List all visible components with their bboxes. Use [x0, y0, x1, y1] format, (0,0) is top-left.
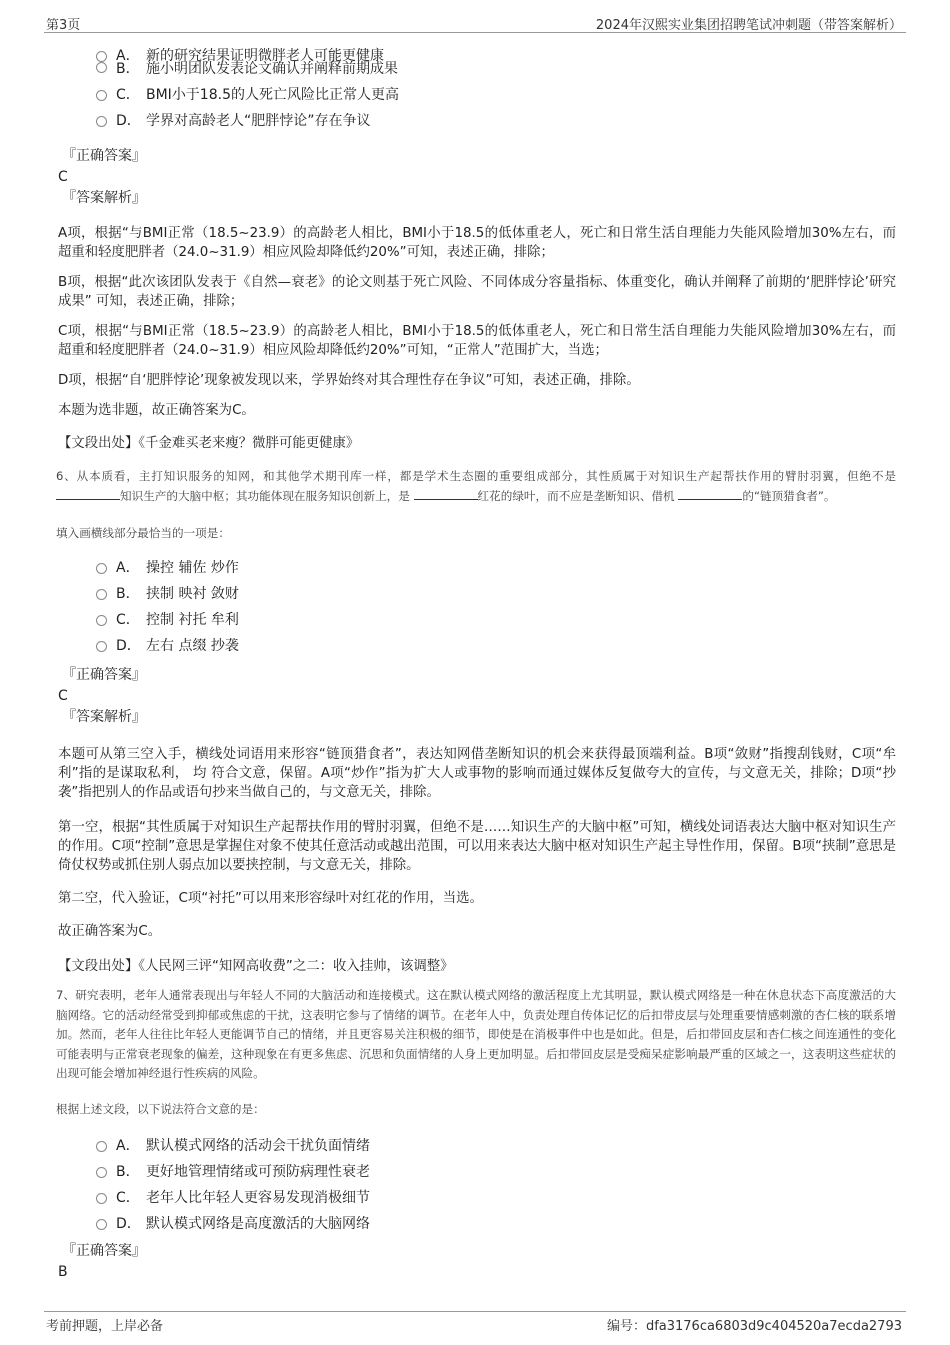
q6-option-b[interactable]: [96, 581, 896, 607]
q5-option-d[interactable]: [96, 108, 896, 134]
radio-icon[interactable]: [96, 563, 107, 574]
q5-option-b[interactable]: [96, 56, 896, 82]
option-letter: D．: [116, 1215, 141, 1232]
q6-source: 【文段出处】《人民网三评“知网高收费”之二：收入挂帅，该调整》: [58, 959, 454, 974]
q5-analysis-c: C项，根据“与BMI正常（18.5~23.9）的高龄老人相比，BMI小于18.5的低体重老人，死亡和日常生活自理能力失能风险增加30%左右，而超重和轻度肥胖者（24.0~31.9）相应风险却降低约20%”可知，“正常人”范围扩大，当选；: [58, 324, 896, 358]
radio-icon[interactable]: [96, 615, 107, 626]
radio-icon[interactable]: [96, 1141, 107, 1152]
option-text: 默认模式网络是高度激活的大脑网络: [146, 1215, 370, 1232]
q7-option-c[interactable]: [96, 1185, 896, 1211]
footer-slogan: 考前押题，上岸必备: [46, 1319, 164, 1334]
page-header: [44, 12, 906, 33]
q6-analysis-2: 第一空，根据“其性质属于对知识生产起帮扶作用的臂肘羽翼，但绝不是……知识生产的大脑中枢”可知，横线处词语表达大脑中枢对知识生产的作用。C项“控制”意思是掌握住对象不使其任意活动或越出范围，可以用来表达大脑中枢对知识生产起主导性作用，保留。B项“挟制”意思是倚仗权势或抓住别人弱点加以要挟控制，与文意无关，排除。: [58, 820, 896, 873]
option-letter: C．: [116, 87, 140, 103]
option-text: 更好地管理情绪或可预防病理性衰老: [146, 1163, 370, 1180]
q5-answer: C: [58, 169, 68, 185]
option-letter: B．: [116, 1163, 140, 1180]
option-letter: A．: [116, 1137, 140, 1154]
radio-icon[interactable]: [96, 116, 107, 127]
blank-2: [414, 487, 478, 500]
option-letter: B．: [116, 586, 140, 602]
q6-stem-part4: 的“链顶猎食者”。: [742, 488, 836, 503]
q6-option-d[interactable]: [96, 633, 896, 659]
q6-stem-part2: 知识生产的大脑中枢；其功能体现在服务知识创新上，是: [120, 488, 410, 503]
option-text: 学界对高龄老人“肥胖悖论”存在争议: [146, 113, 371, 129]
page-number: 第3页: [46, 18, 81, 33]
option-text: 操控 辅佐 炒作: [146, 560, 239, 576]
option-text: BMI小于18.5的人死亡风险比正常人更高: [146, 87, 399, 103]
radio-icon[interactable]: [96, 641, 107, 652]
q6-analysis-1: 本题可从第三空入手，横线处词语用来形容“链顶猎食者”，表达知网借垄断知识的机会来获得最顶端利益。B项“敛财”指搜刮钱财，C项“牟利”指的是谋取私利， 均 符合文意，保留。A项“炒作”指为扩大人或事物的影响而通过媒体反复做夸大的宣传，与文意无关，排除；D项“抄袭”指把别人的作品或语句抄来当做自己的，与文意无关，排除。: [58, 747, 896, 800]
radio-icon[interactable]: [96, 1219, 107, 1230]
q7-prompt: 根据上述文段，以下说法符合文意的是：: [56, 1101, 265, 1116]
q5-answer-label: 『正确答案』: [62, 148, 146, 164]
radio-icon[interactable]: [96, 1167, 107, 1178]
q7-option-b[interactable]: [96, 1159, 896, 1185]
q5-options: [96, 40, 896, 134]
q7-stem: 7、研究表明，老年人通常表现出与年轻人不同的大脑活动和连接模式。这在默认模式网络的激活程度上尤其明显，默认模式网络是一种在休息状态下高度激活的大脑网络。它的活动经常受到抑郁或焦虑的干扰，这表明它参与了情绪的调节。在老年人中，负责处理自传体记忆的后扣带皮层与处理重要情感刺激的杏仁核的联系增加。然而，老年人往往比年轻人更能调节自己的情绪，并且更容易关注积极的细节，即使是在消极事件中也是如此。但是，后扣带回皮层和杏仁核之间连通性的变化可能表明与正常衰老现象的偏差，这种现象在有更多焦虑、沉思和负面情绪的人身上更加明显。后扣带回皮层是受痴呆症影响最严重的区域之一，这表明这些症状的出现可能会增加神经退行性疾病的风险。: [56, 988, 896, 1080]
blank-1: [56, 487, 120, 500]
q6-stem: [56, 467, 896, 506]
option-text: 挟制 映衬 敛财: [146, 586, 239, 602]
document-title: 2024年汉熙实业集团招聘笔试冲刺题（带答案解析）: [595, 18, 902, 33]
q7-answer-label: 『正确答案』: [62, 1242, 146, 1259]
q6-stem-part3: 红花的绿叶，而不应是垄断知识、借机: [477, 488, 675, 503]
option-letter: C．: [116, 612, 140, 628]
page-footer: [44, 1311, 906, 1336]
q5-source: 【文段出处】《千金难买老来瘦？微胖可能更健康》: [58, 436, 360, 451]
q6-answer: C: [58, 688, 68, 704]
q7-option-a[interactable]: [96, 1133, 896, 1159]
q7-option-d[interactable]: [96, 1211, 896, 1237]
q6-analysis-3: 第二空，代入验证，C项“衬托”可以用来形容绿叶对红花的作用，当选。: [58, 891, 483, 906]
q6-option-c[interactable]: [96, 607, 896, 633]
option-text: 新的研究结果证明微胖老人可能更健康: [146, 48, 384, 64]
option-text: 施小明团队发表论文确认并阐释前期成果: [146, 61, 398, 77]
q7-answer: B: [58, 1263, 68, 1280]
q6-stem-part1: 6、从本质看，主打知识服务的知网，和其他学术期刊库一样，都是学术生态圈的重要组成部分，其性质属于对知识生产起帮扶作用的臂肘羽翼，但绝不是: [56, 469, 896, 483]
option-text: 默认模式网络的活动会干扰负面情绪: [146, 1137, 370, 1154]
q6-conclusion: 故正确答案为C。: [58, 924, 162, 939]
q7-options: [96, 1133, 896, 1237]
q6-prompt: 填入画横线部分最恰当的一项是：: [56, 526, 230, 540]
document-content: [56, 40, 896, 1283]
q6-answer-label: 『正确答案』: [62, 667, 146, 683]
radio-icon[interactable]: [96, 1193, 107, 1204]
q6-options: [96, 555, 896, 659]
document-code: 编号：dfa3176ca6803d9c404520a7ecda2793: [606, 1319, 902, 1334]
q5-option-a[interactable]: [96, 40, 896, 64]
q5-option-c[interactable]: [96, 82, 896, 108]
q6-option-a[interactable]: [96, 555, 896, 581]
option-letter: A．: [116, 560, 140, 576]
radio-icon[interactable]: [96, 90, 107, 101]
q5-analysis-a: A项，根据“与BMI正常（18.5~23.9）的高龄老人相比，BMI小于18.5的低体重老人，死亡和日常生活自理能力失能风险增加30%左右，而超重和轻度肥胖者（24.0~31.9）相应风险却降低约20%”可知，表述正确，排除；: [58, 226, 896, 260]
q5-conclusion: 本题为选非题，故正确答案为C。: [58, 403, 255, 418]
q6-analysis-label: 『答案解析』: [62, 709, 146, 725]
option-letter: D．: [116, 638, 141, 654]
q5-analysis-label: 『答案解析』: [62, 190, 146, 206]
option-letter: A．: [116, 48, 140, 64]
option-text: 控制 衬托 牟利: [146, 612, 239, 628]
option-text: 左右 点缀 抄袭: [146, 638, 239, 654]
option-letter: B．: [116, 61, 140, 77]
radio-icon[interactable]: [96, 62, 107, 73]
option-letter: D．: [116, 113, 141, 129]
radio-icon[interactable]: [96, 589, 107, 600]
option-letter: C．: [116, 1189, 140, 1206]
q5-analysis-b: B项，根据“此次该团队发表于《自然—衰老》的论文则基于死亡风险、不同体成分容量指标、体重变化，确认并阐释了前期的‘肥胖悖论’研究成果” 可知，表述正确，排除；: [58, 275, 896, 309]
blank-3: [678, 487, 742, 500]
q5-analysis-d: D项，根据“自‘肥胖悖论’现象被发现以来，学界始终对其合理性存在争议”可知，表述正确，排除。: [58, 373, 640, 388]
option-text: 老年人比年轻人更容易发现消极细节: [146, 1189, 370, 1206]
